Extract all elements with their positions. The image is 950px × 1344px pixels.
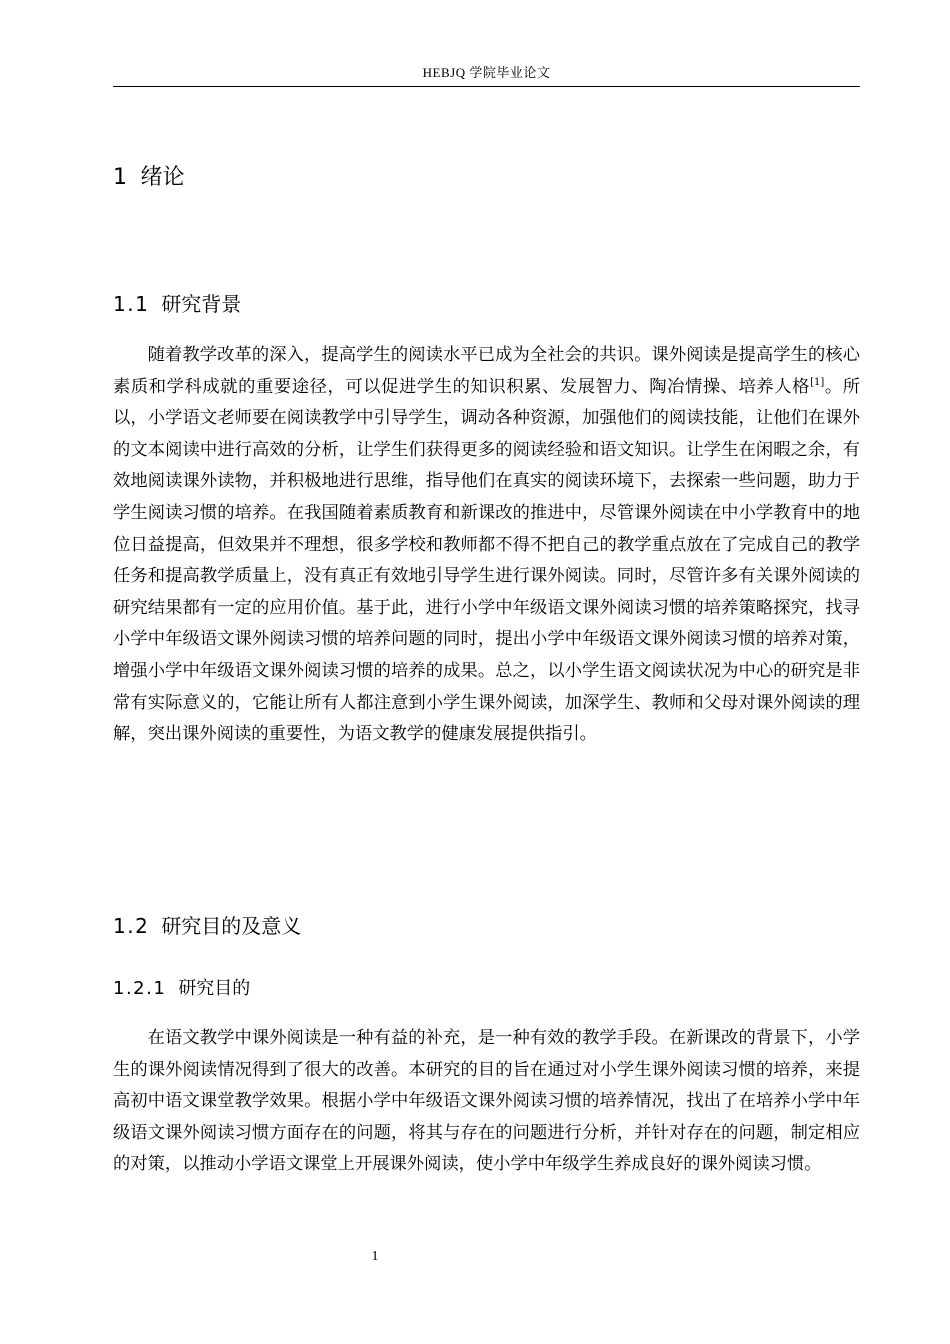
chapter-title: 绪论 bbox=[140, 165, 185, 190]
citation-marker: [1] bbox=[810, 376, 825, 388]
section-number: 1.2 bbox=[113, 914, 150, 938]
section-title: 研究目的及意义 bbox=[161, 914, 302, 938]
section-number: 1.1 bbox=[113, 292, 150, 316]
paragraph-text: 随着教学改革的深入，提高学生的阅读水平已成为全社会的共识。课外阅读是提高学生的核心素质和学科成就的重要途径，可以促进学生的知识积累、发展智力、陶冶情操、培养人格 bbox=[113, 345, 860, 397]
background-paragraph bbox=[113, 340, 860, 751]
section-heading-1-2 bbox=[113, 912, 301, 940]
section-title: 研究背景 bbox=[161, 292, 242, 316]
section-heading-1-1 bbox=[113, 290, 241, 318]
subsection-title: 研究目的 bbox=[178, 978, 251, 999]
purpose-paragraph: 在语文教学中课外阅读是一种有益的补充，是一种有效的教学手段。在新课改的背景下，小学生的课外阅读情况得到了很大的改善。本研究的目的旨在通过对小学生课外阅读习惯的培养，来提高初中语文课堂教学效果。根据小学中年级语文课外阅读习惯的培养情况，找出了在培养小学中年级语文课外阅读习惯方面存在的问题，将其与存在的问题进行分析，并针对存在的问题，制定相应的对策，以推动小学语文课堂上开展课外阅读，使小学中年级学生养成良好的课外阅读习惯。 bbox=[113, 1028, 860, 1175]
chapter-number: 1 bbox=[113, 165, 129, 190]
subsection-number: 1.2.1 bbox=[113, 978, 167, 999]
page-number: 1 bbox=[371, 1249, 379, 1264]
subsection-heading-1-2-1 bbox=[113, 976, 250, 1002]
running-header: HEBJQ 学院毕业论文 bbox=[422, 65, 551, 80]
header-rule bbox=[113, 86, 860, 87]
chapter-heading bbox=[113, 163, 185, 193]
paragraph-text: 。所以，小学语文老师要在阅读教学中引导学生，调动各种资源，加强他们的阅读技能，让他们在课外的文本阅读中进行高效的分析，让学生们获得更多的阅读经验和语文知识。让学生在闲暇之余，有效地阅读课外读物，并积极地进行思维，指导他们在真实的阅读环境下，去探索一些问题，助力于学生阅读习惯的培养。在我国随着素质教育和新课改的推进中，尽管课外阅读在中小学教育中的地位日益提高，但效果并不理想，很多学校和教师都不得不把自己的教学重点放在了完成自己的教学任务和提高教学质量上，没有真正有效地引导学生进行课外阅读。同时，尽管许多有关课外阅读的研究结果都有一定的应用价值。基于此，进行小学中年级语文课外阅读习惯的培养策略探究，找寻小学中年级语文课外阅读习惯的培养问题的同时，提出小学中年级语文课外阅读习惯的培养对策，增强小学中年级语文课外阅读习惯的培养的成果。总之，以小学生语文阅读状况为中心的研究是非常有实际意义的，它能让所有人都注意到小学生课外阅读，加深学生、教师和父母对课外阅读的理解，突出课外阅读的重要性，为语文教学的健康发展提供指引。 bbox=[113, 376, 860, 745]
